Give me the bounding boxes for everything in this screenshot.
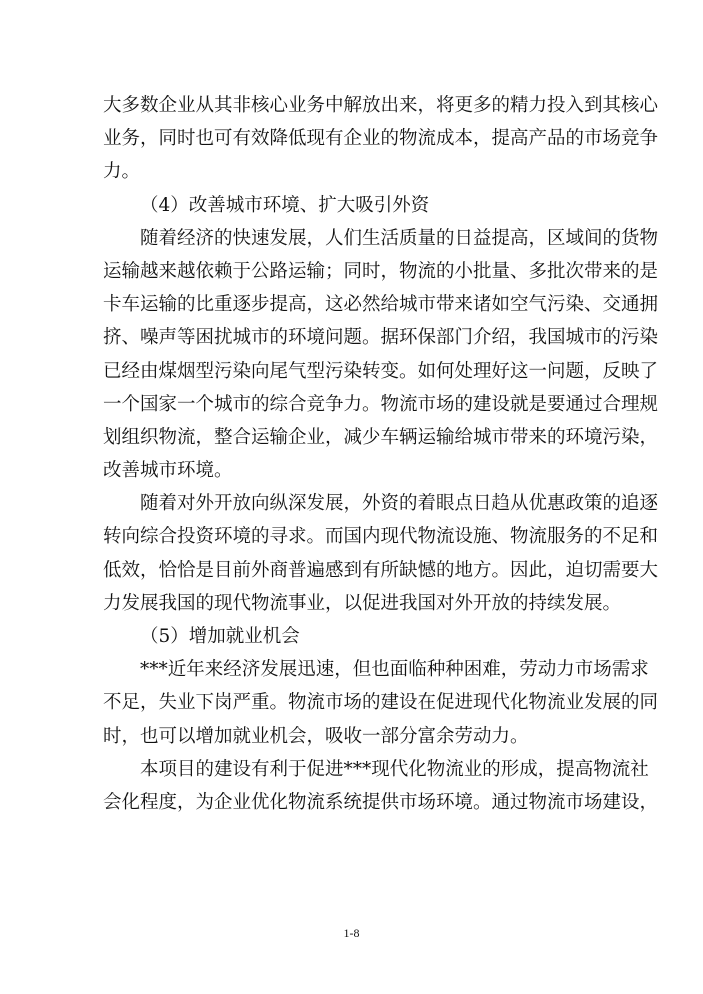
body-text [103, 89, 659, 819]
text-line: 改善城市环境。 [103, 460, 233, 482]
text-line: 低效，恰恰是目前外商普遍感到有所缺憾的地方。因此，迫切需要大 [103, 559, 659, 581]
text-line: 随着经济的快速发展，人们生活质量的日益提高，区域间的货物 [140, 227, 659, 249]
text-line: 挤、噪声等困扰城市的环境问题。据环保部门介绍，我国城市的污染 [103, 327, 659, 349]
text-line: 本项目的建设有利于促进***现代化物流业的形成，提高物流社 [140, 758, 649, 780]
text-line: 运输越来越依赖于公路运输；同时，物流的小批量、多批次带来的是 [103, 260, 659, 282]
text-line: 一个国家一个城市的综合竞争力。物流市场的建设就是要通过合理规 [103, 393, 659, 415]
text-line: 随着对外开放向纵深发展，外资的着眼点日趋从优惠政策的追逐 [140, 493, 659, 515]
text-line: 业务，同时也可有效降低现有企业的物流成本，提高产品的市场竞争 [103, 128, 659, 150]
text-line: 会化程度，为企业优化物流系统提供市场环境。通过物流市场建设， [103, 791, 659, 813]
text-line: 不足，失业下岗严重。物流市场的建设在促进现代化物流业发展的同 [103, 692, 659, 714]
section-heading-5: （5）增加就业机会 [140, 626, 300, 647]
text-line: 已经由煤烟型污染向尾气型污染转变。如何处理好这一问题，反映了 [103, 360, 659, 382]
text-line: 转向综合投资环境的寻求。而国内现代物流设施、物流服务的不足和 [103, 526, 659, 548]
text-line: 卡车运输的比重逐步提高，这必然给城市带来诸如空气污染、交通拥 [103, 294, 659, 316]
text-line: ***近年来经济发展迅速，但也面临种种困难，劳动力市场需求 [140, 659, 649, 681]
page-number: 1-8 [343, 926, 360, 940]
text-line: 力发展我国的现代物流事业，以促进我国对外开放的持续发展。 [103, 592, 622, 614]
text-line: 大多数企业从其非核心业务中解放出来，将更多的精力投入到其核心 [103, 95, 659, 116]
section-heading-4: （4）改善城市环境、扩大吸引外资 [140, 194, 430, 216]
text-line: 划组织物流，整合运输企业，减少车辆运输给城市带来的环境污染， [103, 426, 659, 448]
text-line: 时，也可以增加就业机会，吸收一部分富余劳动力。 [103, 725, 529, 747]
text-line: 力。 [103, 161, 141, 183]
